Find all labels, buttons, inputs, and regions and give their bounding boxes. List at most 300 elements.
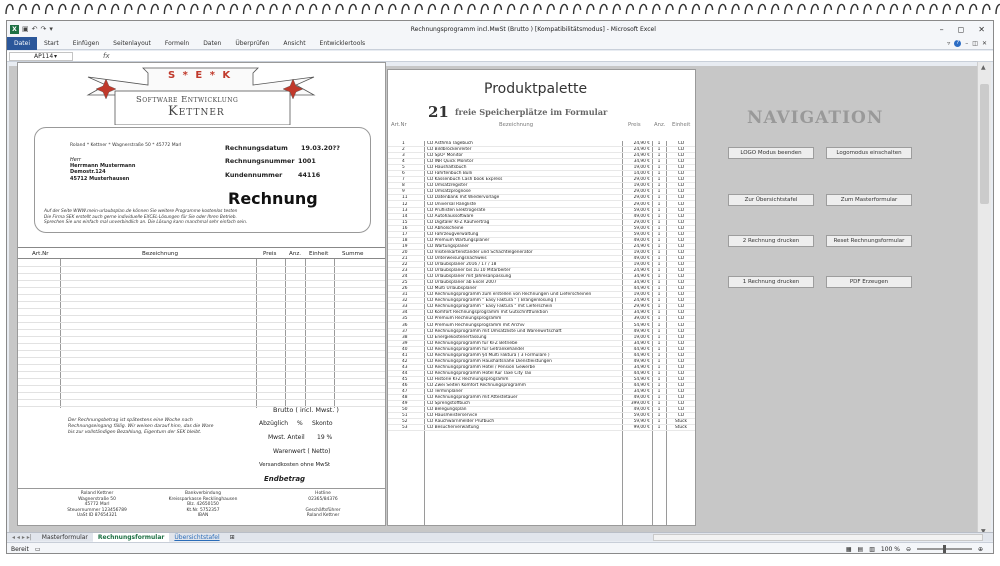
summary-endbetrag: Endbetrag (264, 475, 306, 483)
promo-notice-line: Sprechen Sie uns einfach mal unverbindlich an. Die Lösung kann manchmal sehr einfach sein. (44, 220, 248, 226)
col-einheit: Einheit (309, 251, 329, 257)
product-price: 29,00 € (633, 219, 650, 225)
summary-netto: Warenwert ( Netto) (273, 448, 331, 455)
label-invoice-number: Rechnungsnummer (225, 157, 295, 165)
product-price: 19,00 € (633, 334, 650, 340)
customer-name: Herrmann Mustermann (70, 163, 136, 170)
product-name: CD Rechnungsprogramm Hotel Kur Taxe City Tax (427, 370, 532, 376)
col-anz: Anz. (654, 122, 666, 128)
product-unit: CD (677, 262, 685, 267)
product-name: CD Digitaler KFZ Kaufvertrag (427, 219, 490, 225)
label-invoice-date: Rechnungsdatum (225, 144, 288, 152)
product-unit: CD (677, 177, 685, 183)
product-name: CD INR Quick Monitor (427, 159, 474, 165)
product-unit: CD (677, 237, 685, 243)
invoice-table-header (18, 247, 385, 259)
product-price: 34,90 € (633, 280, 650, 286)
product-unit: CD (677, 225, 685, 231)
row-divider (18, 399, 385, 400)
product-art-nr: 16 (402, 225, 408, 231)
promo-notice-line: Auf der Seite WWW.mein-urlaubsplan.de können Sie weitere Programme kostenlos testen (44, 209, 238, 214)
row-divider (18, 350, 385, 351)
product-price: 24,90 € (633, 153, 650, 159)
product-qty: 1 (657, 195, 661, 201)
product-art-nr: 37 (402, 328, 408, 334)
page-layout-icon[interactable]: ▤ (857, 545, 864, 553)
product-name: CD Universal Rangliste (427, 201, 477, 207)
product-price: 59,00 € (633, 413, 650, 419)
product-price: 44,90 € (633, 286, 650, 292)
product-name: CD Rechnungsprogramm " Easy Faktura " mit Lieferschein (427, 304, 553, 310)
product-unit: CD (677, 304, 685, 310)
create-pdf-button[interactable]: PDF Erzeugen (826, 276, 912, 288)
product-price: 59,90 € (633, 419, 650, 425)
product-price: 34,90 € (633, 389, 650, 395)
product-name: CD Zwei Seiten Komfort Rechnungsprogramm (427, 383, 526, 388)
product-name: CD Wartungsplaner (427, 243, 469, 249)
logo-mode-on-button[interactable]: Logomodus einschalten (826, 147, 912, 159)
product-price: 29,00 € (633, 201, 650, 207)
customer-street: Demostr.124 (70, 169, 106, 176)
product-price: 49,00 € (633, 237, 650, 243)
product-name: CD SpO² Monitor (427, 153, 463, 159)
name-box[interactable] (9, 52, 73, 61)
product-price: 54,90 € (633, 322, 650, 328)
minimize-button[interactable]: – (939, 24, 944, 34)
print-1-invoice-button[interactable]: 1 Rechnung drucken (728, 276, 814, 288)
product-qty: 1 (657, 255, 661, 261)
row-divider (18, 371, 385, 372)
tab-start[interactable]: Start (44, 39, 59, 47)
ribbon-tabs (7, 37, 993, 50)
product-qty: 1 (657, 425, 661, 431)
product-art-nr: 17 (402, 231, 408, 237)
free-slots-count: 21 (428, 103, 449, 121)
sheet-tab-rechnungsformular[interactable]: Rechnungsformular (93, 533, 169, 542)
product-price: 34,90 € (633, 310, 650, 316)
product-qty: 1 (657, 237, 661, 243)
product-name: CD Autohaussoftware (427, 213, 474, 219)
footer-line: UaSt ID 87654321 (76, 513, 118, 519)
customize-toolbar-icon[interactable]: ▾ (49, 25, 53, 33)
product-name: CD Asthma Tagebuch (427, 141, 473, 146)
product-art-nr: 9 (402, 189, 405, 195)
row-divider (18, 378, 385, 379)
row-divider (18, 392, 385, 393)
product-name: CD Datenbank mit Wiedervorlage (427, 195, 500, 201)
product-qty: 1 (657, 165, 661, 171)
product-qty: 1 (657, 298, 661, 304)
product-price: 24,90 € (633, 147, 650, 153)
zoom-controls (846, 546, 993, 553)
product-qty: 1 (657, 262, 661, 267)
footer-line: Geschäftsführer (305, 507, 341, 513)
scroll-thumb[interactable] (980, 84, 989, 204)
product-price: 24,90 € (633, 268, 650, 274)
promo-notice-line: Die Firma SEK erstellt auch gerne individuelle EXCEL-Lösungen für Sie oder Ihren Betrieb. (44, 214, 237, 220)
product-unit: Stück (675, 419, 687, 425)
product-row[interactable] (388, 425, 695, 431)
row-divider (18, 336, 385, 337)
product-name: CD Rechnungsprogramm " Easy Faktura " ( Brangenlösung ) (427, 298, 557, 304)
product-qty: 1 (657, 286, 661, 292)
product-name: CD Urlaubsplaner mit Jahresanpassung (427, 274, 512, 280)
product-qty: 1 (657, 159, 661, 165)
product-art-nr: 14 (402, 213, 408, 219)
brand-top: S * E * K (168, 70, 233, 81)
product-qty: 1 (657, 141, 661, 146)
product-art-nr: 4 (402, 159, 405, 165)
row-divider (18, 273, 385, 274)
product-qty: 1 (657, 280, 661, 286)
product-price: 59,00 € (633, 231, 650, 237)
product-name: CD Sprengstoffbuch (427, 401, 470, 407)
product-unit: CD (677, 189, 685, 195)
product-art-nr: 51 (402, 413, 408, 419)
product-art-nr: 34 (402, 310, 408, 316)
product-qty: 1 (657, 225, 661, 231)
product-name: CD Rechnungsprogramm mit Umsatzliste und Warenwirtschaft (427, 328, 562, 334)
product-name: CD Bildbrockenreiter (427, 147, 472, 153)
payment-terms: Der Rechnungsbetrag ist spätestens eine Woche nach Rechnungseingang fällig. Wir weisen darauf hinn, das die Ware bis zur vollständigen Bezahlung, Eigentum der SEK bleibt. (68, 418, 214, 435)
product-art-nr: 42 (402, 358, 408, 364)
product-art-nr: 49 (402, 401, 408, 407)
product-name: CD Energiekostenerfassung (427, 334, 487, 340)
product-price: 49,00 € (633, 213, 650, 219)
product-qty: 1 (657, 395, 661, 401)
redo-icon[interactable]: ↷ (40, 25, 47, 33)
product-price: 19,00 € (633, 292, 650, 298)
product-qty: 1 (657, 383, 661, 388)
row-divider (18, 301, 385, 302)
product-art-nr: 12 (402, 201, 408, 207)
brand-line2: Kettner (168, 104, 225, 119)
product-art-nr: 22 (402, 262, 408, 267)
invoice-number-value[interactable]: 1001 (298, 157, 316, 165)
product-qty: 1 (657, 407, 661, 413)
product-name: CD Hausmeisterservice (427, 413, 478, 419)
horizontal-scrollbar[interactable] (653, 534, 983, 541)
product-unit: CD (677, 316, 685, 322)
product-price: 19,00 € (633, 165, 650, 171)
product-qty: 1 (657, 413, 661, 419)
product-unit: CD (677, 255, 685, 261)
product-unit: CD (677, 340, 685, 346)
product-unit: CD (677, 213, 685, 219)
product-name: CD Rechnungsprogramm Hotel / Pension Gewerbe (427, 364, 536, 370)
scroll-up-icon[interactable]: ▲ (981, 64, 986, 71)
col-preis: Preis (628, 122, 641, 128)
product-price: 34,90 € (633, 274, 650, 280)
product-art-nr: 44 (402, 370, 408, 376)
status-bar (7, 542, 993, 554)
product-name: CD Besucherverwaltung (427, 425, 479, 431)
zoom-out-icon[interactable]: ⊖ (905, 545, 911, 553)
product-price: 59,00 € (633, 207, 650, 213)
product-unit: CD (677, 286, 685, 292)
footer-line: Blz. 42650150 (187, 502, 219, 508)
product-name: CD Rechnungsprogramm mit Attestetauer (427, 395, 518, 401)
product-qty: 1 (657, 340, 661, 346)
col-art-nr: Art.Nr (32, 251, 49, 257)
macro-record-icon[interactable]: ▭ (34, 545, 41, 553)
row-divider (18, 308, 385, 309)
product-qty: 1 (657, 310, 661, 316)
insert-sheet-icon[interactable]: ⊞ (229, 533, 235, 541)
reset-invoice-form-button[interactable]: Reset Rechnungsformular (826, 235, 912, 247)
product-unit: CD (677, 334, 685, 340)
product-art-nr: 7 (402, 177, 405, 183)
product-qty: 1 (657, 171, 661, 177)
formula-input[interactable] (116, 52, 993, 61)
col-bezeichnung: Bezeichnung (142, 251, 179, 257)
product-unit: CD (677, 370, 685, 376)
product-price: 44,90 € (633, 383, 650, 388)
product-price: 44,90 € (633, 352, 650, 358)
tab-seitenlayout[interactable]: Seitenlayout (113, 39, 151, 47)
row-divider (18, 266, 385, 267)
sheet-tab-bar (7, 532, 993, 541)
col-bezeichnung: Bezeichnung (499, 122, 534, 128)
tab-ansicht[interactable]: Ansicht (283, 39, 306, 47)
workbook-minimize-icon[interactable]: – (965, 39, 969, 47)
row-divider (18, 322, 385, 323)
row-divider (18, 357, 385, 358)
product-art-nr: 5 (402, 165, 405, 171)
row-divider (18, 385, 385, 386)
maximize-button[interactable]: ◻ (957, 24, 965, 34)
product-unit: CD (677, 243, 685, 249)
product-name: CD Terminplaner (427, 389, 463, 395)
product-name: CD Premium Wartungsplaner (427, 237, 490, 243)
logo-mode-off-button[interactable]: LOGO Modus beenden (728, 147, 814, 159)
product-art-nr: 48 (402, 395, 408, 401)
product-unit: CD (677, 141, 685, 146)
product-name: CD Urlaubsplaner 2016 / 17 / 18 (427, 262, 497, 267)
product-qty: 1 (657, 189, 661, 195)
product-unit: CD (677, 346, 685, 352)
tab-einfuegen[interactable]: Einfügen (72, 39, 100, 47)
product-qty: 1 (657, 274, 661, 280)
product-qty: 1 (657, 364, 661, 370)
workbook-close-icon[interactable]: ✕ (981, 39, 987, 47)
product-name: CD Rechnungsprogramm §4 Multi Faktura ( 3 Formulare ) (427, 352, 550, 358)
product-unit: Stück (675, 425, 687, 431)
product-price: 29,00 € (633, 195, 650, 201)
product-name: CD Umsatzregister (427, 183, 468, 189)
tab-datei[interactable]: Datei (7, 37, 37, 50)
product-list-header (388, 70, 695, 135)
col-art-nr: Art.Nr (391, 122, 407, 128)
product-name: CD Umsatzprognose (427, 189, 471, 195)
product-art-nr: 40 (402, 346, 408, 352)
status-ready: Bereit (11, 545, 29, 553)
invoice-date-value[interactable]: 19.03.20?? (301, 144, 340, 152)
product-name: CD Rauchwarnmelder Prüfbuch (427, 419, 495, 425)
product-name: CD Rechnungsprogramm für KFZ Betriebe (427, 340, 518, 346)
product-qty: 1 (657, 231, 661, 237)
zoom-level[interactable]: 100 % (880, 545, 900, 553)
col-preis: Preis (263, 251, 277, 257)
product-qty: 1 (657, 419, 661, 425)
invoice-heading: Rechnung (228, 189, 318, 208)
sheet-nav-arrows[interactable]: ◂ ◂ ▸ ▸| (12, 533, 32, 541)
product-price: 49,00 € (633, 407, 650, 413)
product-qty: 1 (657, 389, 661, 395)
tab-ueberpruefen[interactable]: Überprüfen (235, 39, 270, 47)
product-qty: 1 (657, 376, 661, 382)
product-qty: 1 (657, 243, 661, 249)
footer-line: Bankverbindung (184, 491, 222, 496)
product-unit: CD (677, 147, 685, 153)
footer-line: Steuernummer 123456789 (67, 507, 127, 513)
page-break-icon[interactable]: ▥ (869, 545, 875, 553)
product-unit: CD (677, 328, 685, 334)
product-unit: CD (677, 171, 685, 177)
function-icon[interactable]: fx (103, 52, 110, 60)
workbook-restore-icon[interactable]: ◫ (972, 39, 978, 47)
normal-view-icon[interactable]: ▦ (845, 545, 852, 553)
tab-daten[interactable]: Daten (203, 39, 222, 47)
customer-city: 45712 Musterhausen (70, 175, 130, 182)
product-unit: CD (677, 153, 685, 159)
product-art-nr: 36 (402, 322, 408, 328)
product-unit: CD (677, 292, 685, 298)
product-price: 19,00 € (633, 262, 650, 267)
product-art-nr: 50 (402, 407, 408, 413)
product-price: 49,00 € (633, 395, 650, 401)
product-art-nr: 53 (402, 425, 408, 431)
product-name: CD Premium Rechnungsprogramm (427, 316, 502, 322)
product-unit: CD (677, 376, 685, 382)
product-price: 14,00 € (633, 171, 650, 177)
product-art-nr: 11 (402, 195, 408, 201)
print-2-invoices-button[interactable]: 2 Rechnung drucken (728, 235, 814, 247)
excel-icon[interactable]: X (10, 25, 19, 34)
collapse-ribbon-icon[interactable]: ▿ (947, 39, 951, 47)
product-unit: CD (677, 352, 685, 358)
zoom-in-icon[interactable]: ⊕ (977, 545, 983, 553)
summary-mwst: Mwst. Anteil (268, 434, 305, 441)
zoom-slider[interactable] (917, 548, 972, 550)
brand-line1: Software Entwicklung (136, 94, 239, 104)
to-overview-button[interactable]: Zur Übersichtstafel (728, 194, 814, 206)
product-price: 49,00 € (633, 255, 650, 261)
save-icon[interactable]: ▣ (22, 25, 29, 33)
product-unit: CD (677, 249, 685, 255)
product-unit: CD (677, 389, 685, 395)
sheet-tab-masterformular[interactable]: Masterformular (41, 533, 88, 541)
product-art-nr: 19 (402, 243, 408, 249)
col-anz: Anz. (289, 251, 302, 257)
product-unit: CD (677, 364, 685, 370)
product-qty: 1 (657, 346, 661, 352)
product-price: 34,90 € (633, 159, 650, 165)
product-name: CD Kassenbuch Cash book Express (427, 177, 503, 183)
product-art-nr: 15 (402, 219, 408, 225)
to-master-form-button[interactable]: Zum Masterformular (826, 194, 912, 206)
row-divider (18, 287, 385, 288)
product-unit: CD (677, 280, 685, 286)
product-qty: 1 (657, 304, 661, 310)
footer-line: Wagnerstraße 50 (78, 496, 116, 502)
summary-abzueglich: Abzüglich (259, 420, 289, 427)
summary-percent: % (297, 420, 303, 427)
product-price: 49,90 € (633, 328, 650, 334)
help-icon[interactable]: ? (954, 40, 961, 47)
tab-formeln[interactable]: Formeln (164, 39, 190, 47)
product-art-nr: 46 (402, 383, 408, 388)
vertical-scrollbar[interactable] (977, 62, 991, 540)
summary-skonto: Skonto (312, 420, 333, 427)
footer-line: IBAN (197, 513, 209, 519)
product-qty: 1 (657, 401, 661, 407)
product-qty: 1 (657, 147, 661, 153)
product-name: CD Urlaubsplaner ab Excel 2007 (427, 280, 497, 286)
notebook-spiral-decoration (0, 0, 1000, 20)
undo-icon[interactable]: ↶ (31, 25, 38, 33)
product-price: 34,90 € (633, 340, 650, 346)
product-name: CD Premium Rechnungsprogramm mit Archiv (427, 322, 525, 328)
name-box-value: AP114 (34, 52, 54, 60)
product-price: 399,00 € (630, 401, 650, 407)
product-price: 59,00 € (633, 225, 650, 231)
product-name: CD Belegungsplan (427, 407, 467, 413)
tab-entwicklertools[interactable]: Entwicklertools (319, 39, 366, 47)
product-name: CD Rechnungsprogramm für Getränkehandel (427, 346, 524, 352)
product-name: CD Historie KFZ Rechnungsprogramm (427, 376, 509, 382)
product-art-nr: 38 (402, 334, 408, 340)
product-qty: 1 (657, 201, 661, 207)
zoom-slider-handle[interactable] (943, 545, 946, 553)
product-unit: CD (677, 183, 685, 189)
product-qty: 1 (657, 249, 661, 255)
product-art-nr: 3 (402, 153, 405, 159)
product-name: CD Rechnungsprogramm zum erstellen von Rechnungen und Lieferscheinen (427, 292, 592, 298)
name-box-dropdown-icon[interactable]: ▾ (54, 52, 58, 60)
product-price: 39,00 € (633, 316, 650, 322)
product-unit: CD (677, 401, 685, 407)
row-divider (18, 280, 385, 281)
product-unit: CD (677, 274, 685, 280)
product-qty: 1 (657, 334, 661, 340)
sheet-tab-uebersichtstafel[interactable]: Übersichtstafel (174, 533, 220, 541)
product-art-nr: 41 (402, 352, 408, 358)
product-unit: CD (677, 165, 685, 171)
product-name: CD Komfort Rechnungsprogramm mit Gutschriftfunktion (427, 310, 548, 316)
product-art-nr: 2 (402, 147, 405, 153)
customer-salutation: Herr (70, 157, 81, 163)
row-divider (18, 343, 385, 344)
product-art-nr: 31 (402, 292, 408, 298)
product-qty: 1 (657, 292, 661, 298)
invoice-table-body[interactable] (18, 259, 385, 408)
window-title: Rechnungsprogramm incl.MwSt (Brutto ) [Kompatibilitätsmodus] - Microsoft Excel (410, 25, 656, 33)
title-bar (7, 21, 993, 37)
product-unit: CD (677, 310, 685, 316)
close-button[interactable]: ✕ (978, 24, 985, 34)
product-unit: CD (677, 201, 685, 207)
product-qty: 1 (657, 328, 661, 334)
product-unit: CD (677, 407, 685, 413)
row-divider (18, 315, 385, 316)
customer-number-value[interactable]: 44116 (298, 171, 321, 179)
product-art-nr: 32 (402, 298, 408, 304)
sender-line: Roland * Kettner * Wagnerstraße 50 * 45772 Marl (70, 143, 182, 148)
footer-line: 02365/84376 (308, 496, 338, 502)
free-slots-text: freie Speicherplätze im Formular (455, 107, 608, 117)
summary-versand: Versandkosten ohne MwSt (259, 462, 331, 468)
